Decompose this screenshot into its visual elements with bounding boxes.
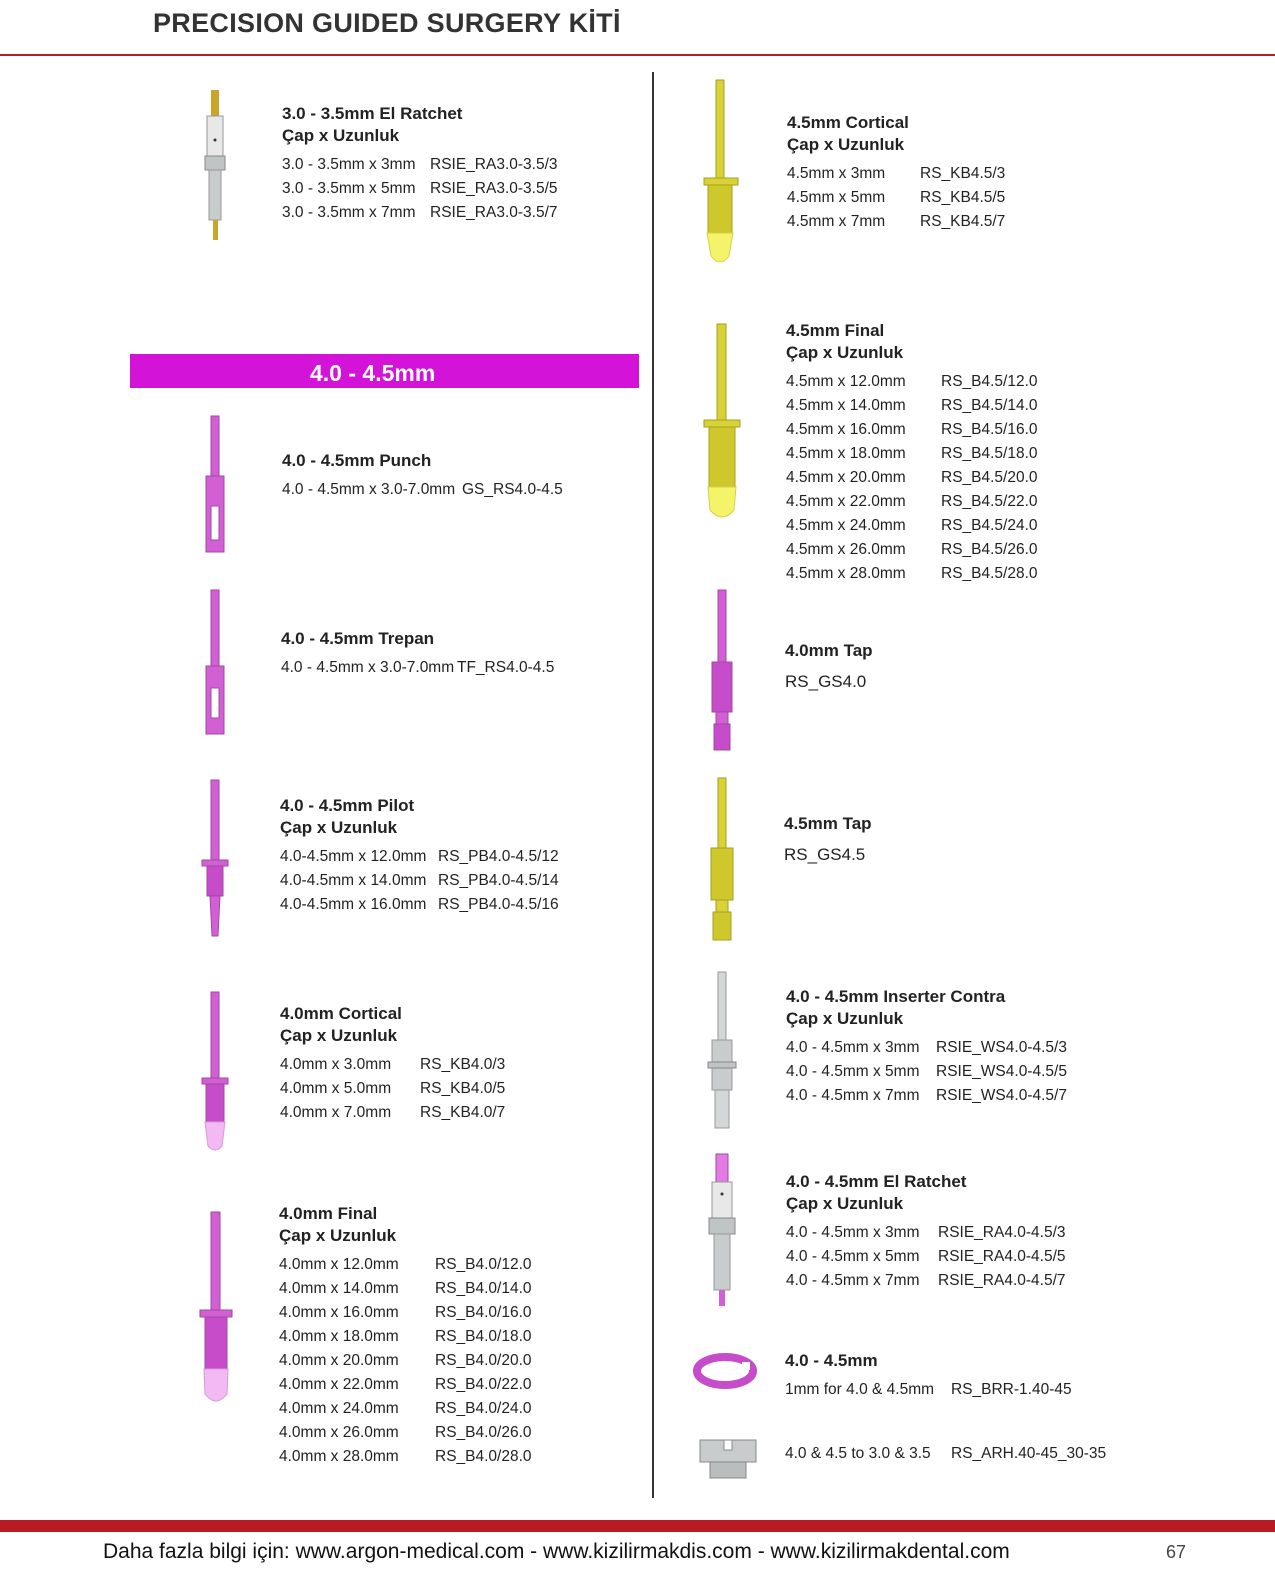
code-cell: RS_PB4.0-4.5/16 — [438, 896, 559, 913]
punch-tool-icon — [198, 414, 234, 554]
product-code: RS_GS4.0 — [785, 672, 867, 691]
product-subtitle: Çap x Uzunluk — [280, 818, 398, 837]
product-tap-4-0 — [785, 640, 1085, 692]
size-cell: 4.5mm x 5mm — [787, 189, 886, 206]
size-cell: 4.5mm x 3mm — [787, 165, 886, 182]
page-number: 67 — [1166, 1542, 1187, 1562]
trepan-tool-icon — [198, 588, 234, 738]
product-pilot — [280, 795, 600, 917]
code-cell: RS_KB4.0/3 — [420, 1056, 506, 1073]
table-row — [786, 1245, 1106, 1269]
table-row — [786, 1036, 1106, 1060]
size-cell: 4.0mm x 26.0mm — [279, 1424, 399, 1441]
size-cell: 4.5mm x 16.0mm — [786, 421, 906, 438]
table-row — [786, 1084, 1106, 1108]
table-row — [282, 478, 602, 502]
size-cell: 4.0mm x 24.0mm — [279, 1400, 399, 1417]
size-cell: 4.0mm x 16.0mm — [279, 1304, 399, 1321]
code-cell: RS_KB4.0/5 — [420, 1080, 506, 1097]
table-row — [785, 1442, 1105, 1466]
product-subtitle: Çap x Uzunluk — [787, 135, 905, 154]
final-drill-gold-icon — [700, 322, 744, 522]
size-cell: 4.0 - 4.5mm x 3mm — [786, 1039, 920, 1056]
size-cell: 4.0 - 4.5mm x 7mm — [786, 1272, 920, 1289]
product-title: 4.0 - 4.5mm Inserter Contra — [786, 987, 1006, 1006]
footer-divider — [0, 1520, 1275, 1532]
product-subtitle: Çap x Uzunluk — [279, 1226, 397, 1245]
product-title: 4.0mm Final — [279, 1204, 378, 1223]
code-cell: RS_B4.5/26.0 — [941, 541, 1038, 558]
table-row — [786, 514, 1106, 538]
table-row — [281, 656, 601, 680]
product-title: 4.0 - 4.5mm El Ratchet — [786, 1172, 967, 1191]
column-divider — [652, 72, 654, 1498]
code-cell: RS_PB4.0-4.5/14 — [438, 872, 559, 889]
size-cell: 4.0 - 4.5mm x 5mm — [786, 1248, 920, 1265]
size-cell: 4.0 - 4.5mm x 3.0-7.0mm — [282, 481, 456, 498]
table-row — [279, 1397, 599, 1421]
table-row — [787, 186, 1107, 210]
code-cell: RS_ARH.40-45_30-35 — [951, 1445, 1107, 1462]
table-row — [280, 893, 600, 917]
code-cell: RSIE_RA3.0-3.5/7 — [430, 204, 558, 221]
code-cell: RS_B4.5/22.0 — [941, 493, 1038, 510]
code-cell: RS_PB4.0-4.5/12 — [438, 848, 559, 865]
product-adapter — [785, 1442, 1105, 1466]
ratchet-tool-pink-icon — [700, 1152, 744, 1310]
product-tap-4-5 — [784, 813, 1084, 865]
product-title: 4.5mm Final — [786, 321, 885, 340]
table-row — [282, 153, 602, 177]
product-cortical-4-5 — [787, 112, 1107, 234]
product-subtitle: Çap x Uzunluk — [786, 1194, 904, 1213]
size-cell: 4.0 - 4.5mm x 3.0-7.0mm — [281, 659, 455, 676]
product-el-ratchet-3-0 — [282, 103, 602, 225]
table-row — [787, 162, 1107, 186]
code-cell: RSIE_WS4.0-4.5/5 — [936, 1063, 1067, 1080]
code-cell: RS_B4.5/18.0 — [941, 445, 1038, 462]
header-divider — [0, 54, 1275, 56]
code-cell: RSIE_RA4.0-4.5/7 — [938, 1272, 1066, 1289]
table-row — [279, 1325, 599, 1349]
size-cell: 4.0mm x 28.0mm — [279, 1448, 399, 1465]
product-subtitle: Çap x Uzunluk — [786, 1009, 904, 1028]
size-cell: 4.5mm x 12.0mm — [786, 373, 906, 390]
size-cell: 4.0mm x 7.0mm — [280, 1104, 392, 1121]
size-cell: 4.0 & 4.5 to 3.0 & 3.5 — [785, 1445, 931, 1462]
product-title: 4.0 - 4.5mm — [785, 1351, 878, 1370]
table-row — [279, 1373, 599, 1397]
product-title: 3.0 - 3.5mm El Ratchet — [282, 104, 463, 123]
size-cell: 4.0 - 4.5mm x 7mm — [786, 1087, 920, 1104]
table-row — [279, 1445, 599, 1469]
code-cell: RSIE_WS4.0-4.5/3 — [936, 1039, 1067, 1056]
table-row — [787, 210, 1107, 234]
size-cell: 4.5mm x 18.0mm — [786, 445, 906, 462]
adapter-icon — [696, 1436, 760, 1482]
table-row — [786, 370, 1106, 394]
code-cell: RS_B4.0/20.0 — [435, 1352, 532, 1369]
table-row — [786, 490, 1106, 514]
code-cell: RS_B4.0/18.0 — [435, 1328, 532, 1345]
product-code: RS_GS4.5 — [784, 845, 866, 864]
section-band-label: 4.0 - 4.5mm — [310, 360, 436, 386]
size-cell: 3.0 - 3.5mm x 5mm — [282, 180, 416, 197]
product-title: 4.5mm Tap — [784, 814, 872, 833]
code-cell: RSIE_RA4.0-4.5/3 — [938, 1224, 1066, 1241]
size-cell: 4.5mm x 20.0mm — [786, 469, 906, 486]
table-row — [280, 845, 600, 869]
size-cell: 4.0mm x 18.0mm — [279, 1328, 399, 1345]
size-cell: 4.5mm x 28.0mm — [786, 565, 906, 582]
code-cell: RS_B4.0/22.0 — [435, 1376, 532, 1393]
table-row — [280, 1053, 600, 1077]
size-cell: 4.0mm x 20.0mm — [279, 1352, 399, 1369]
code-cell: GS_RS4.0-4.5 — [462, 481, 563, 498]
inserter-contra-icon — [700, 970, 744, 1134]
product-title: 4.0mm Tap — [785, 641, 873, 660]
product-final-4-5 — [786, 320, 1106, 586]
code-cell: RS_KB4.5/7 — [920, 213, 1006, 230]
code-cell: RS_B4.0/12.0 — [435, 1256, 532, 1273]
code-cell: RS_B4.5/16.0 — [941, 421, 1038, 438]
product-title: 4.0 - 4.5mm Punch — [282, 451, 432, 470]
table-row — [786, 418, 1106, 442]
size-cell: 4.0 - 4.5mm x 3mm — [786, 1224, 920, 1241]
code-cell: RS_KB4.0/7 — [420, 1104, 506, 1121]
table-row — [786, 1269, 1106, 1293]
product-bone-ring — [785, 1350, 1105, 1402]
size-cell: 1mm for 4.0 & 4.5mm — [785, 1381, 935, 1398]
code-cell: RSIE_RA4.0-4.5/5 — [938, 1248, 1066, 1265]
code-cell: RS_BRR-1.40-45 — [951, 1381, 1072, 1398]
table-row — [786, 394, 1106, 418]
code-cell: RS_KB4.5/3 — [920, 165, 1006, 182]
tap-4-5-icon — [702, 776, 742, 946]
ratchet-tool-icon — [196, 88, 240, 246]
table-row — [280, 1101, 600, 1125]
table-row — [279, 1253, 599, 1277]
code-cell: RS_B4.5/12.0 — [941, 373, 1038, 390]
product-subtitle: Çap x Uzunluk — [280, 1026, 398, 1045]
code-cell: RS_B4.0/14.0 — [435, 1280, 532, 1297]
footer-contact: Daha fazla bilgi için: www.argon-medical.com - www.kizilirmakdis.com - www.kizilirmakdental.com — [103, 1540, 1010, 1563]
product-subtitle: Çap x Uzunluk — [786, 343, 904, 362]
table-row — [279, 1301, 599, 1325]
code-cell: RS_B4.0/16.0 — [435, 1304, 532, 1321]
product-el-ratchet-4-0 — [786, 1171, 1106, 1293]
code-cell: RS_B4.5/20.0 — [941, 469, 1038, 486]
size-cell: 4.5mm x 24.0mm — [786, 517, 906, 534]
size-cell: 3.0 - 3.5mm x 3mm — [282, 156, 416, 173]
product-punch — [282, 450, 602, 502]
product-title: 4.0mm Cortical — [280, 1004, 402, 1023]
table-row — [279, 1421, 599, 1445]
size-cell: 4.5mm x 22.0mm — [786, 493, 906, 510]
size-cell: 4.0-4.5mm x 16.0mm — [280, 896, 427, 913]
cortical-drill-icon — [196, 990, 236, 1156]
table-row — [280, 869, 600, 893]
product-title: 4.5mm Cortical — [787, 113, 909, 132]
size-cell: 4.0-4.5mm x 14.0mm — [280, 872, 427, 889]
size-cell: 4.0 - 4.5mm x 5mm — [786, 1063, 920, 1080]
code-cell: RS_KB4.5/5 — [920, 189, 1006, 206]
pilot-drill-icon — [196, 778, 236, 942]
code-cell: RSIE_RA3.0-3.5/5 — [430, 180, 558, 197]
size-cell: 4.0mm x 12.0mm — [279, 1256, 399, 1273]
size-cell: 4.5mm x 7mm — [787, 213, 886, 230]
size-cell: 4.0mm x 3.0mm — [280, 1056, 392, 1073]
table-row — [786, 466, 1106, 490]
size-cell: 4.5mm x 14.0mm — [786, 397, 906, 414]
size-cell: 4.0-4.5mm x 12.0mm — [280, 848, 427, 865]
table-row — [786, 538, 1106, 562]
product-subtitle: Çap x Uzunluk — [282, 126, 400, 145]
code-cell: RS_B4.5/14.0 — [941, 397, 1038, 414]
cortical-drill-gold-icon — [698, 78, 742, 268]
code-cell: RS_B4.5/24.0 — [941, 517, 1038, 534]
page-title: PRECISION GUIDED SURGERY KİTİ — [153, 8, 621, 38]
table-row — [280, 1077, 600, 1101]
product-title: 4.0 - 4.5mm Pilot — [280, 796, 415, 815]
table-row — [785, 1378, 1105, 1402]
table-row — [786, 442, 1106, 466]
code-cell: RSIE_RA3.0-3.5/3 — [430, 156, 558, 173]
bone-ring-icon — [690, 1350, 760, 1392]
code-cell: RS_B4.0/26.0 — [435, 1424, 532, 1441]
table-row — [786, 1060, 1106, 1084]
tap-4-0-icon — [702, 588, 742, 760]
product-trepan — [281, 628, 601, 680]
table-row — [786, 562, 1106, 586]
product-inserter-contra — [786, 986, 1106, 1108]
size-cell: 4.0mm x 22.0mm — [279, 1376, 399, 1393]
product-final-4-0 — [279, 1203, 599, 1469]
size-cell: 4.0mm x 5.0mm — [280, 1080, 392, 1097]
size-cell: 3.0 - 3.5mm x 7mm — [282, 204, 416, 221]
product-title: 4.0 - 4.5mm Trepan — [281, 629, 435, 648]
table-row — [282, 201, 602, 225]
code-cell: TF_RS4.0-4.5 — [457, 659, 555, 676]
size-cell: 4.0mm x 14.0mm — [279, 1280, 399, 1297]
table-row — [279, 1349, 599, 1373]
code-cell: RS_B4.5/28.0 — [941, 565, 1038, 582]
table-row — [279, 1277, 599, 1301]
table-row — [786, 1221, 1106, 1245]
table-row — [282, 177, 602, 201]
product-cortical-4-0 — [280, 1003, 600, 1125]
code-cell: RSIE_WS4.0-4.5/7 — [936, 1087, 1067, 1104]
final-drill-icon — [194, 1210, 238, 1406]
code-cell: RS_B4.0/24.0 — [435, 1400, 532, 1417]
size-cell: 4.5mm x 26.0mm — [786, 541, 906, 558]
code-cell: RS_B4.0/28.0 — [435, 1448, 532, 1465]
